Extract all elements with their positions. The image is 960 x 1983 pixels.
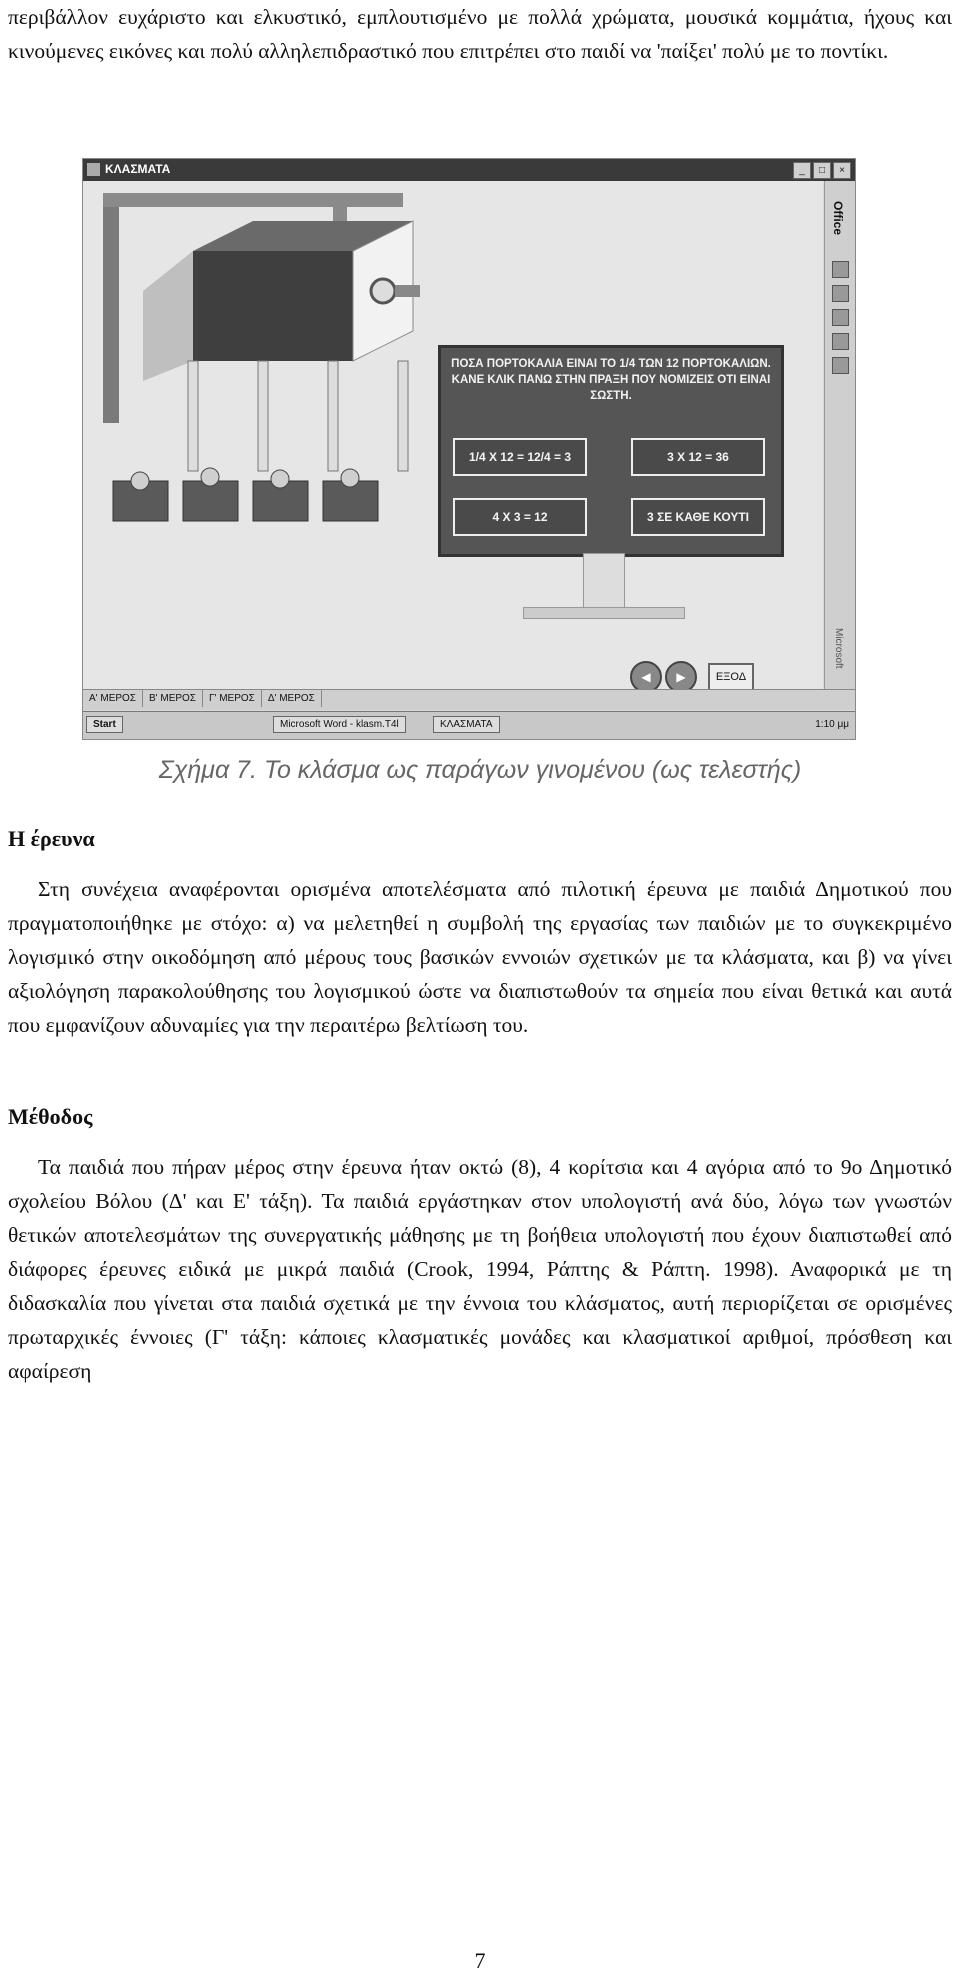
fruit-machine-illustration — [83, 181, 423, 581]
microsoft-label: Microsoft — [833, 628, 844, 669]
method-paragraph: Τα παιδιά που πήραν μέρος στην έρευνα ήταν οκτώ (8), 4 κορίτσια και 4 αγόρια από το 9ο Δημοτικό σχολείου Βόλου (Δ' και Ε' τάξη). Τα παιδιά εργάστηκαν στον υπολογιστή ανά δύο, λόγω των γνωστών θετικών αποτελεσμάτων της συνεργατικής μάθησης με τη βοήθεια υπολογιστή που έχουν διαπιστωθεί από διάφορες έρευνες ειδικά με μικρά παιδιά (Crook, 1994, Ράπτης & Ράπτη. 1998). Αναφορικά με τη διδασκαλία που γίνεται στα παιδιά σχετικά με την έννοια του κλάσματος, αυτή περιορίζεται σε ορισμένες πρωταρχικές έννοιες (Γ' τάξη: κάποιες κλασματικές μονάδες και κλασματικοί αριθμοί, πρόσθεση και αφαίρεση — [8, 1155, 952, 1383]
section-tabs — [83, 689, 855, 710]
window-title: ΚΛΑΣΜΑΤΑ — [105, 162, 171, 176]
windows-taskbar — [83, 711, 855, 740]
answer-option-1[interactable]: 1/4 X 12 = 12/4 = 3 — [453, 438, 587, 476]
start-button[interactable]: Start — [86, 716, 123, 733]
monitor-stand — [583, 553, 625, 610]
close-button[interactable]: × — [833, 162, 851, 179]
answer-option-3[interactable]: 4 X 3 = 12 — [453, 498, 587, 536]
office-shortcut-icon[interactable] — [832, 261, 849, 278]
taskbar-word-button[interactable]: Microsoft Word - klasm.T4l — [273, 716, 406, 733]
tab-part-a[interactable]: Α' ΜΕΡΟΣ — [83, 690, 143, 707]
window-titlebar — [83, 159, 855, 181]
question-panel — [438, 345, 784, 557]
forward-button[interactable]: ▶ — [665, 661, 697, 693]
taskbar-app-button[interactable]: ΚΛΑΣΜΑΤΑ — [433, 716, 500, 733]
taskbar-clock: 1:10 μμ — [815, 719, 849, 730]
figure-caption: Σχήμα 7. Το κλάσμα ως παράγων γινομένου (ως τελεστής) — [158, 756, 802, 784]
section-heading-research: Η έρευνα — [8, 826, 95, 851]
tab-part-c[interactable]: Γ' ΜΕΡΟΣ — [203, 690, 262, 707]
intro-paragraph: περιβάλλον ευχάριστο και ελκυστικό, εμπλουτισμένο με πολλά χρώματα, μουσικά κομμάτια, ήχους και κινούμενες εικόνες και πολύ αλληλεπιδραστικό που επιτρέπει στο παιδί να 'παίξει' πολύ με το ποντίκι. — [8, 5, 952, 63]
minimize-button[interactable]: _ — [793, 162, 811, 179]
question-text: ΠΟΣΑ ΠΟΡΤΟΚΑΛΙΑ ΕΙΝΑΙ ΤΟ 1/4 ΤΩΝ 12 ΠΟΡΤΟΚΑΛΙΩΝ. ΚΑΝΕ ΚΛΙΚ ΠΑΝΩ ΣΤΗΝ ΠΡΑΞΗ ΠΟΥ ΝΟΜΙΖΕΙΣ ΟΤΙ ΕΙΝΑΙ ΣΩΣΤΗ. — [451, 358, 771, 402]
tab-part-b[interactable]: Β' ΜΕΡΟΣ — [143, 690, 203, 707]
office-shortcut-icon[interactable] — [832, 333, 849, 350]
page-number: 7 — [474, 1948, 486, 1973]
maximize-button[interactable]: □ — [813, 162, 831, 179]
app-icon — [87, 163, 100, 176]
answer-option-2[interactable]: 3 X 12 = 36 — [631, 438, 765, 476]
office-label: Office — [831, 201, 845, 236]
back-button[interactable]: ◀ — [630, 661, 662, 693]
exit-button[interactable]: ΕΞΟΔ — [708, 663, 754, 691]
answer-option-4[interactable]: 3 ΣΕ ΚΑΘΕ ΚΟΥΤΙ — [631, 498, 765, 536]
research-paragraph: Στη συνέχεια αναφέρονται ορισμένα αποτελέσματα από πιλοτική έρευνα με παιδιά Δημοτικού που πραγματοποιήθηκε με στόχο: α) να μελετηθεί η συμβολή της εργασίας των παιδιών με το συγκεκριμένο λογισμικό στην οικοδόμηση από μέρους τους βασικών εννοιών σχετικών με τα κλάσματα, και β) να γίνει αξιολόγηση παρακολούθησης του λογισμικού ώστε να διαπιστωθούν τα σημεία που είναι θετικά και αυτά που εμφανίζουν αδυναμίες για την περαιτέρω βελτίωση του. — [8, 877, 952, 1037]
office-shortcut-icon[interactable] — [832, 285, 849, 302]
office-shortcut-icon[interactable] — [832, 309, 849, 326]
office-shortcut-bar — [824, 181, 855, 689]
section-heading-method: Μέθοδος — [8, 1104, 93, 1129]
office-shortcut-icon[interactable] — [832, 357, 849, 374]
tab-part-d[interactable]: Δ' ΜΕΡΟΣ — [262, 690, 322, 707]
software-screenshot — [82, 158, 856, 740]
monitor-base — [523, 607, 685, 619]
exercise-stage — [83, 181, 823, 689]
